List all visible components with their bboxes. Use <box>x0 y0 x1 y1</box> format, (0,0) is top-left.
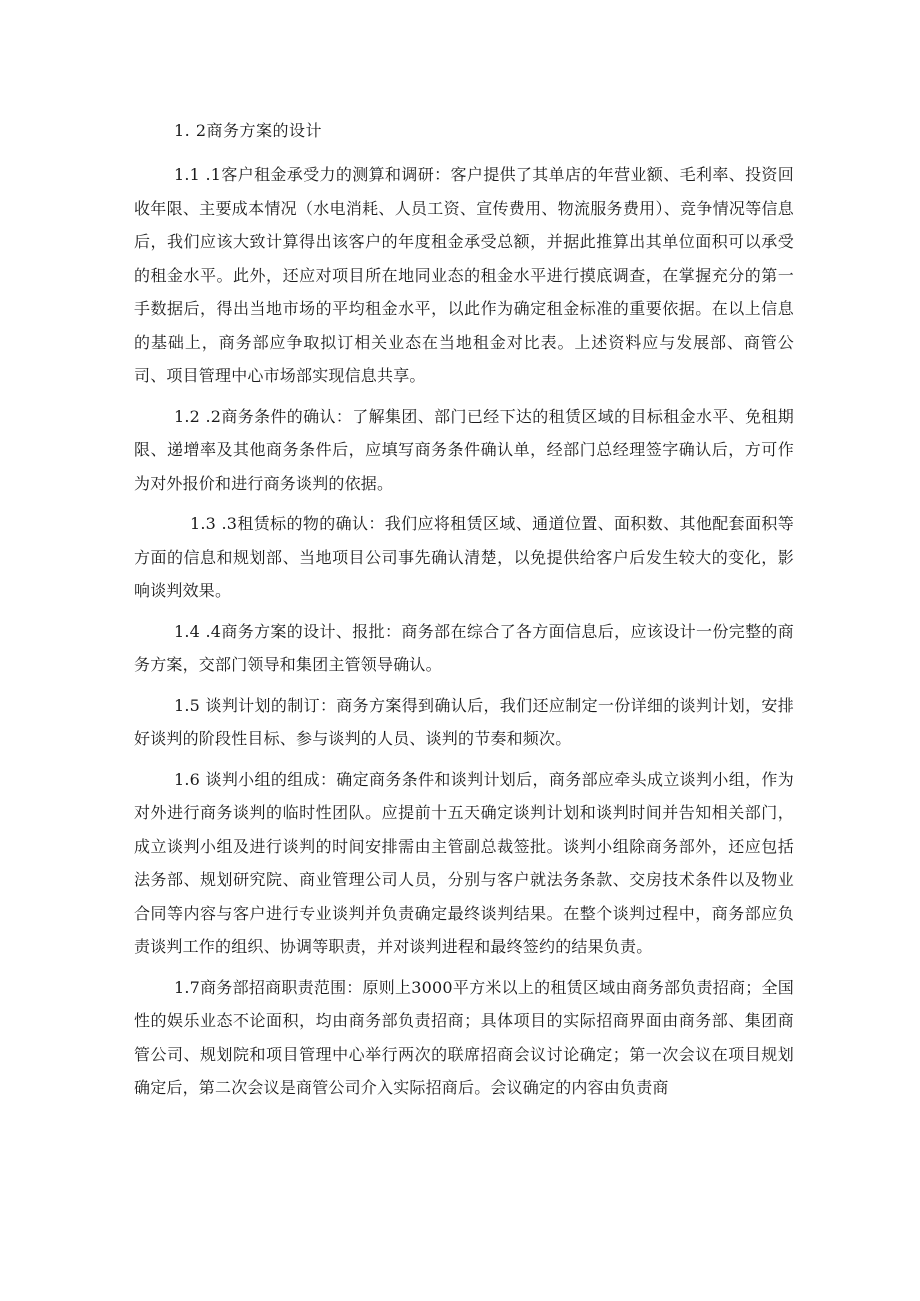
paragraph-1-5: 1.5 谈判计划的制订：商务方案得到确认后，我们还应制定一份详细的谈判计划，安排好谈判的阶段性目标、参与谈判的人员、谈判的节奏和频次。 <box>134 695 794 748</box>
paragraph-1-2: 1.2 .2商务条件的确认：了解集团、部门已经下达的租赁区域的目标租金水平、免租期限、递增率及其他商务条件后，应填写商务条件确认单，经部门总经理签字确认后，方可作为对外报价和进行商务谈判的依据。 <box>134 406 794 493</box>
document-body <box>134 120 794 1112</box>
paragraph-1-6: 1.6 谈判小组的组成：确定商务条件和谈判计划后，商务部应牵头成立谈判小组，作为对外进行商务谈判的临时性团队。应提前十五天确定谈判计划和谈判时间并告知相关部门，成立谈判小组及进行谈判的时间安排需由主管副总裁签批。谈判小组除商务部外，还应包括法务部、规划研究院、商业管理公司人员，分别与客户就法务条款、交房技术条件以及物业合同等内容与客户进行专业谈判并负责确定最终谈判结果。在整个谈判过程中，商务部应负责谈判工作的组织、协调等职责，并对谈判进程和最终签约的结果负责。 <box>134 769 794 956</box>
section-heading: 1. 2商务方案的设计 <box>174 121 323 140</box>
paragraph-1-1: 1.1 .1客户租金承受力的测算和调研：客户提供了其单店的年营业额、毛利率、投资回收年限、主要成本情况（水电消耗、人员工资、宣传费用、物流服务费用）、竞争情况等信息后，我们应该大致计算得出该客户的年度租金承受总额，并据此推算出其单位面积可以承受的租金水平。此外，还应对项目所在地同业态的租金水平进行摸底调查，在掌握充分的第一手数据后，得出当地市场的平均租金水平，以此作为确定租金标准的重要依据。在以上信息的基础上，商务部应争取拟订相关业态在当地租金对比表。上述资料应与发展部、商管公司、项目管理中心市场部实现信息共享。 <box>134 165 794 385</box>
paragraph-1-3: 1.3 .3租赁标的物的确认：我们应将租赁区域、通道位置、面积数、其他配套面积等方面的信息和规划部、当地项目公司事先确认清楚，以免提供给客户后发生较大的变化，影响谈判效果。 <box>134 514 794 600</box>
paragraph-1-4: 1.4 .4商务方案的设计、报批：商务部在综合了各方面信息后，应该设计一份完整的商务方案，交部门领导和集团主管领导确认。 <box>134 621 794 674</box>
paragraph-1-7: 1.7商务部招商职责范围：原则上3000平方米以上的租赁区域由商务部负责招商；全国性的娱乐业态不论面积，均由商务部负责招商；具体项目的实际招商界面由商务部、集团商管公司、规划院和项目管理中心举行两次的联席招商会议讨论确定；第一次会议在项目规划确定后，第二次会议是商管公司介入实际招商后。会议确定的内容由负责商 <box>134 977 794 1097</box>
